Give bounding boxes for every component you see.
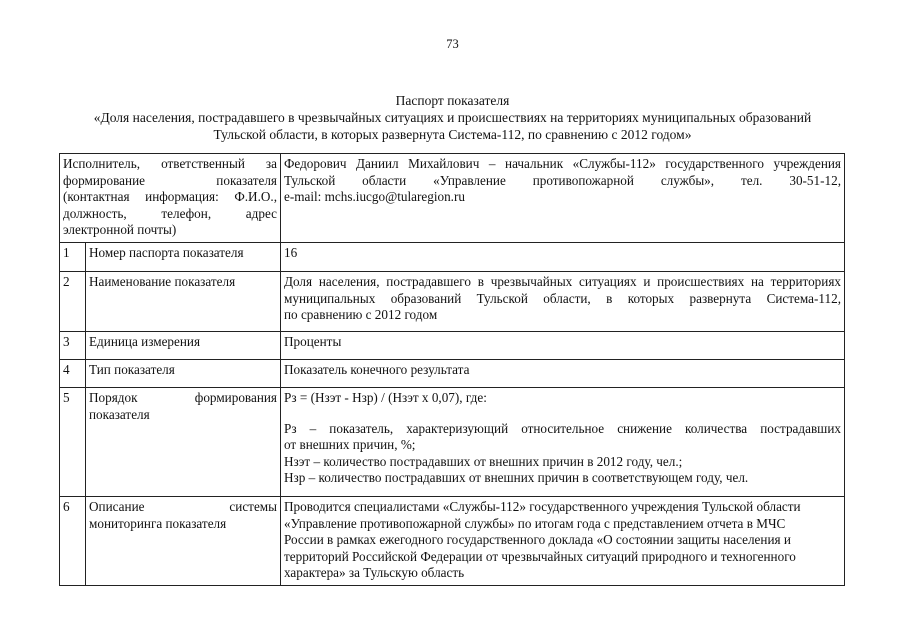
row-value [281,272,845,332]
row-number: 5 [60,388,86,497]
table-row [60,272,845,332]
row-value [281,243,845,272]
document-heading [60,92,845,143]
row-number: 1 [60,243,86,272]
executor-value-line: Тульской области «Управление противопожарной службы», тел. 30-51-12, [284,172,841,188]
row-value-line: Проценты [284,334,342,349]
row-label-line: Единица измерения [89,334,201,349]
row-label-line: Описание системы [89,499,277,514]
row-value-line: 16 [284,245,298,260]
row-value-line: «Управление противопожарной службы» по итогам года с представлением отчета в МЧС [284,515,786,531]
row-label [86,497,281,586]
heading-title: Паспорт показателя [395,93,510,108]
row-value-line: Проводится специалистами «Службы-112» государственного учреждения Тульской области [284,499,801,514]
executor-value-line: Федорович Даниил Михайлович – начальник «Службы-112» государственного учреждения [284,156,841,171]
row-label [86,360,281,388]
executor-value [281,154,845,243]
executor-label [60,154,281,243]
row-value-line: Нзр – количество пострадавших от внешних причин в соответствующем году, чел. [284,470,749,485]
row-number: 6 [60,497,86,586]
formula-spacer [284,407,841,421]
table-row [60,332,845,360]
row-value-line: характера» за Тульскую область [284,565,465,580]
passport-table [59,153,845,586]
row-value-line: муниципальных образований Тульской области, в которых развернута Система-112, [284,290,841,306]
row-label-line: Наименование показателя [89,274,236,289]
table-row-executor [60,154,845,243]
table-row [60,243,845,272]
executor-label-line: формирование показателя [63,172,277,188]
row-label-line: Тип показателя [89,362,175,377]
row-value-line: Показатель конечного результата [284,362,470,377]
row-number: 2 [60,272,86,332]
row-number: 4 [60,360,86,388]
row-number: 3 [60,332,86,360]
row-label [86,243,281,272]
row-label-line: Порядок формирования [89,390,277,405]
row-value-line: Доля населения, пострадавшего в чрезвычайных ситуациях и происшествиях на территориях [284,274,841,289]
formula: Рз = (Нзэт - Нзр) / (Нзэт х 0,07), где: [284,390,487,405]
executor-email: e-mail: mchs.iucgo@tularegion.ru [284,189,465,204]
row-label-line: мониторинга показателя [89,515,227,531]
executor-label-line: электронной почты) [63,222,177,237]
row-value-line: по сравнению с 2012 годом [284,307,438,322]
row-label-line: показателя [89,406,150,422]
row-value [281,497,845,586]
heading-indicator-line-2: Тульской области, в которых развернута Система-112, по сравнению с 2012 годом» [213,127,692,142]
row-value-line: Рз – показатель, характеризующий относительное снижение количества пострадавших [284,420,841,436]
executor-label-line: (контактная информация: Ф.И.О., [63,189,277,204]
row-label [86,272,281,332]
row-value [281,360,845,388]
page-number: 73 [446,37,459,51]
row-value [281,388,845,497]
row-label-line: Номер паспорта показателя [89,245,244,260]
row-label [86,332,281,360]
row-label [86,388,281,497]
executor-label-line: Исполнитель, ответственный за [63,156,277,171]
table-row [60,360,845,388]
executor-label-line: должность, телефон, адрес [63,205,277,221]
row-value-line: Нзэт – количество пострадавших от внешних причин в 2012 году, чел.; [284,453,683,469]
table-row [60,388,845,497]
heading-indicator-line-1: «Доля населения, пострадавшего в чрезвычайных ситуациях и происшествиях на территориях муниципальных образований [93,110,812,125]
row-value [281,332,845,360]
row-value-line: России в рамках ежегодного государственного доклада «О состоянии защиты населения и [284,532,791,547]
row-value-line: территорий Российской Федерации от чрезвычайных ситуаций природного и техногенного [284,548,796,564]
row-value-line: от внешних причин, %; [284,437,416,452]
table-row [60,497,845,586]
